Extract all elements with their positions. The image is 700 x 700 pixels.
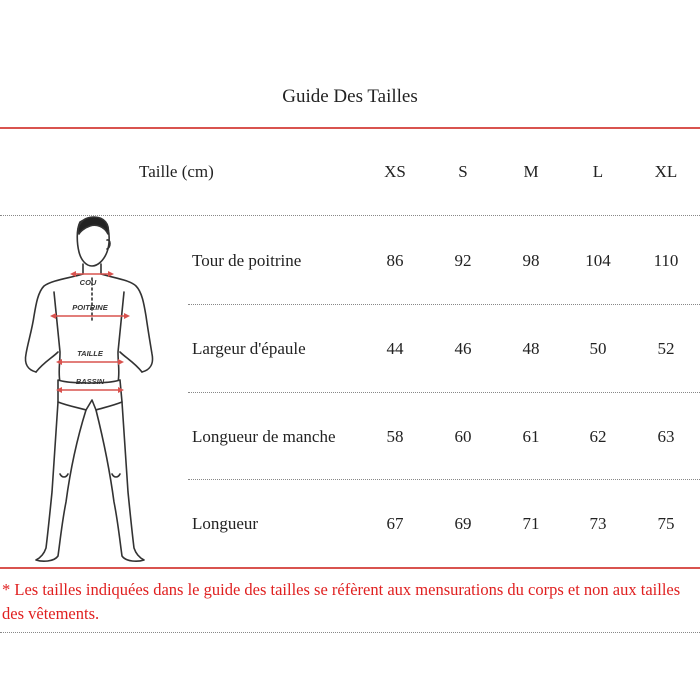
size-header-s: S (458, 162, 468, 181)
table-cell: 61 (522, 427, 540, 446)
row-label-length: Longueur (192, 514, 259, 533)
table-cell: 60 (454, 427, 472, 446)
table-cell: 62 (589, 427, 607, 446)
footer-divider (0, 632, 700, 633)
table-cell: 69 (454, 514, 472, 533)
row-divider (188, 304, 700, 305)
table-bottom-divider (0, 567, 700, 569)
row-divider (188, 479, 700, 480)
neck-label: COU (79, 278, 97, 287)
hip-label: BASSIN (75, 377, 105, 386)
body-measurement-figure (0, 212, 165, 567)
row-divider (188, 392, 700, 393)
size-header-xl: XL (654, 162, 678, 181)
table-cell: 58 (386, 427, 404, 446)
table-cell: 73 (589, 514, 607, 533)
row-label-sleeve: Longueur de manche (192, 427, 336, 446)
table-cell: 71 (522, 514, 540, 533)
table-cell: 98 (522, 251, 540, 270)
waist-label: TAILLE (77, 349, 103, 358)
size-footnote: * Les tailles indiquées dans le guide des tailles se réfèrent aux mensurations du corps et non aux tailles des vêtements. (2, 580, 681, 623)
chest-label: POITRINE (72, 303, 108, 312)
top-divider (0, 127, 700, 129)
table-cell: 92 (454, 251, 472, 270)
table-cell: 67 (386, 514, 404, 533)
size-header-m: M (523, 162, 539, 181)
table-cell: 110 (653, 251, 679, 270)
table-cell: 75 (657, 514, 675, 533)
table-cell: 48 (522, 339, 540, 358)
table-cell: 52 (657, 339, 675, 358)
table-cell: 104 (585, 251, 611, 270)
row-label-chest: Tour de poitrine (192, 251, 302, 270)
row-label-shoulder: Largeur d'épaule (192, 339, 306, 358)
table-cell: 44 (386, 339, 404, 358)
table-cell: 63 (657, 427, 675, 446)
size-header-l: L (592, 162, 604, 181)
table-header-label: Taille (cm) (139, 162, 214, 181)
page-title: Guide Des Tailles (282, 86, 418, 107)
table-cell: 46 (454, 339, 472, 358)
table-cell: 86 (386, 251, 404, 270)
table-cell: 50 (589, 339, 607, 358)
size-header-xs: XS (384, 162, 406, 181)
